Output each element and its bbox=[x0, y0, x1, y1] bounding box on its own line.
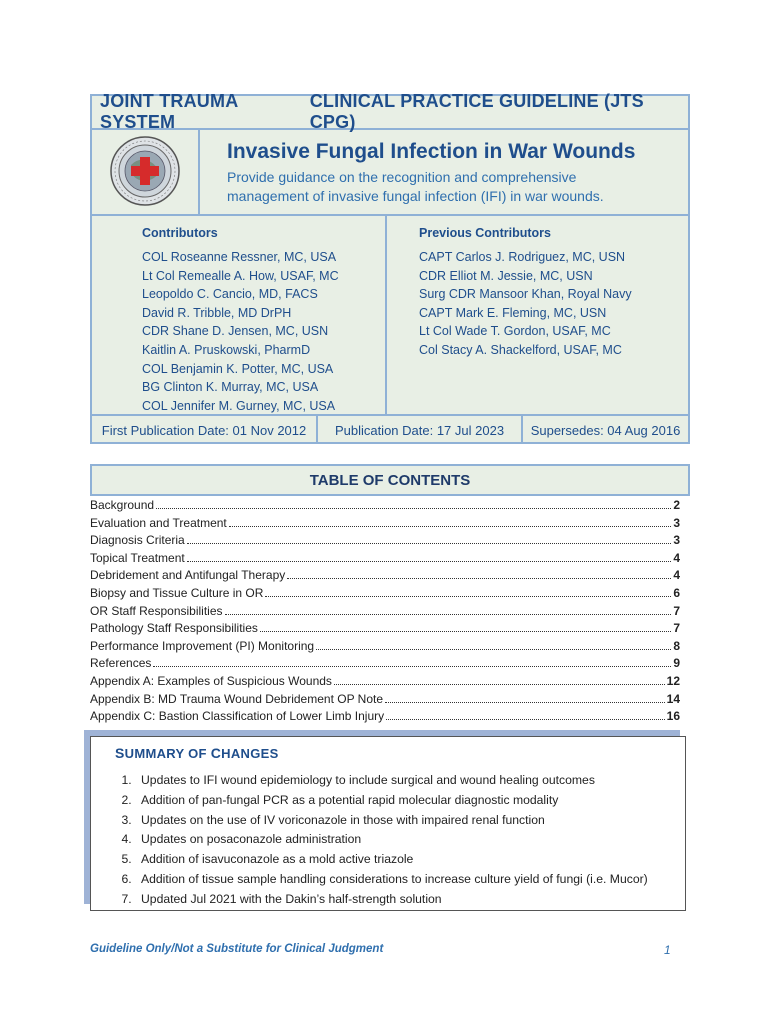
toc-leader-dots bbox=[187, 560, 672, 562]
toc-entry-page: 14 bbox=[666, 691, 680, 706]
summary-item: 1. Updates to IFI wound epidemiology to include surgical and wound healing outcomes bbox=[135, 771, 685, 791]
toc-entry-page: 2 bbox=[673, 498, 680, 512]
contributor-name: Leopoldo C. Cancio, MD, FACS bbox=[142, 287, 318, 302]
toc-leader-dots bbox=[385, 701, 665, 703]
toc-entry-label: OR Staff Responsibilities bbox=[90, 603, 223, 618]
summary-of-changes bbox=[90, 736, 686, 911]
toc-entry[interactable] bbox=[90, 604, 680, 622]
toc-leader-dots bbox=[287, 577, 671, 579]
contributors-heading: Contributors bbox=[142, 226, 218, 240]
contributor-name: Lt Col Remealle A. How, USAF, MC bbox=[142, 268, 339, 283]
toc-entry-page: 7 bbox=[673, 621, 680, 636]
page-number: 1 bbox=[664, 943, 671, 957]
previous-contributor-name: Lt Col Wade T. Gordon, USAF, MC bbox=[419, 324, 611, 339]
contributor-name: Kaitlin A. Pruskowski, PharmD bbox=[142, 342, 311, 357]
table-of-contents bbox=[90, 498, 680, 727]
toc-entry-page: 9 bbox=[673, 656, 680, 671]
summary-list bbox=[115, 771, 685, 910]
toc-entry[interactable] bbox=[90, 656, 680, 674]
toc-entry[interactable] bbox=[90, 692, 680, 710]
toc-entry-page: 3 bbox=[673, 515, 680, 530]
toc-entry[interactable] bbox=[90, 516, 680, 534]
toc-leader-dots bbox=[265, 595, 671, 597]
toc-leader-dots bbox=[229, 525, 672, 527]
summary-item: 3. Updates on the use of IV voriconazole in those with impaired renal function bbox=[135, 811, 685, 831]
jts-seal-icon bbox=[109, 135, 181, 207]
previous-contributor-name: Col Stacy A. Shackelford, USAF, MC bbox=[419, 342, 622, 357]
toc-entry-label: Background bbox=[90, 498, 155, 512]
first-publication-date: First Publication Date: 01 Nov 2012 bbox=[92, 416, 318, 444]
toc-entry-page: 6 bbox=[673, 585, 680, 600]
previous-contributor-name: CDR Elliot M. Jessie, MC, USN bbox=[419, 268, 593, 283]
dates-row bbox=[92, 414, 688, 444]
contributor-name: COL Jennifer M. Gurney, MC, USA bbox=[142, 398, 336, 413]
toc-heading: TABLE OF CONTENTS bbox=[90, 464, 690, 496]
toc-entry-page: 4 bbox=[673, 568, 680, 583]
toc-entry-label: Diagnosis Criteria bbox=[90, 533, 185, 548]
contributor-name: COL Roseanne Ressner, MC, USA bbox=[142, 250, 337, 264]
summary-item: 2. Addition of pan-fungal PCR as a potential rapid molecular diagnostic modality bbox=[135, 791, 685, 811]
toc-entry[interactable] bbox=[90, 621, 680, 639]
publication-date: Publication Date: 17 Jul 2023 bbox=[318, 416, 523, 444]
toc-leader-dots bbox=[187, 542, 672, 544]
toc-entry-page: 16 bbox=[666, 709, 680, 724]
toc-leader-dots bbox=[225, 613, 672, 615]
toc-entry[interactable] bbox=[90, 674, 680, 692]
toc-leader-dots bbox=[316, 648, 671, 650]
toc-entry-page: 3 bbox=[673, 533, 680, 548]
contributors-column bbox=[92, 216, 387, 414]
contributor-name: BG Clinton K. Murray, MC, USA bbox=[142, 380, 319, 395]
system-title: JOINT TRAUMA SYSTEM bbox=[100, 91, 238, 132]
toc-entry-label: Biopsy and Tissue Culture in OR bbox=[90, 585, 264, 600]
toc-entry-label: Performance Improvement (PI) Monitoring bbox=[90, 638, 315, 653]
cpg-subtitle: Provide guidance on the recognition and comprehensive management of invasive fungal infection (IFI) in war wounds. bbox=[227, 169, 604, 204]
toc-entry-label: Appendix A: Examples of Suspicious Wounds bbox=[90, 673, 332, 688]
toc-entry-label: Pathology Staff Responsibilities bbox=[90, 621, 258, 636]
toc-leader-dots bbox=[334, 683, 665, 685]
toc-leader-dots bbox=[156, 507, 671, 509]
toc-leader-dots bbox=[260, 630, 671, 632]
summary-item: 6. Addition of tissue sample handling considerations to increase culture yield of fungi (i.e. Mucor) bbox=[135, 870, 685, 890]
toc-entry[interactable] bbox=[90, 533, 680, 551]
toc-entry[interactable] bbox=[90, 568, 680, 586]
toc-entry-label: Appendix B: MD Trauma Wound Debridement OP Note bbox=[90, 691, 384, 706]
toc-entry-label: Debridement and Antifungal Therapy bbox=[90, 568, 286, 583]
previous-contributor-name: CAPT Carlos J. Rodriguez, MC, USN bbox=[419, 250, 626, 264]
previous-contributor-name: Surg CDR Mansoor Khan, Royal Navy bbox=[419, 287, 632, 302]
toc-entry[interactable] bbox=[90, 498, 680, 516]
toc-leader-dots bbox=[386, 718, 665, 720]
header-title-bar bbox=[92, 91, 688, 132]
previous-contributors-column bbox=[387, 216, 692, 414]
summary-item: 4. Updates on posaconazole administration bbox=[135, 830, 685, 850]
supersedes-date: Supersedes: 04 Aug 2016 bbox=[530, 422, 681, 438]
contributors-section bbox=[92, 214, 688, 414]
summary-item: 7. Updated Jul 2021 with the Dakin’s half-strength solution bbox=[135, 890, 685, 910]
toc-entry-label: Topical Treatment bbox=[90, 550, 185, 565]
footer-disclaimer: Guideline Only/Not a Substitute for Clinical Judgment bbox=[90, 943, 384, 955]
toc-entry-page: 8 bbox=[673, 638, 680, 653]
logo-cell bbox=[92, 128, 200, 214]
toc-entry-page: 4 bbox=[673, 550, 680, 565]
contributor-name: COL Benjamin K. Potter, MC, USA bbox=[142, 361, 334, 376]
summary-item: 5. Addition of isavuconazole as a mold active triazole bbox=[135, 850, 685, 870]
toc-entry-label: Appendix C: Bastion Classification of Lower Limb Injury bbox=[90, 709, 385, 724]
contributor-name: CDR Shane D. Jensen, MC, USN bbox=[142, 324, 329, 339]
toc-entry[interactable] bbox=[90, 586, 680, 604]
toc-entry-label: Evaluation and Treatment bbox=[90, 515, 227, 530]
toc-entry-page: 12 bbox=[666, 673, 680, 688]
summary-heading: SUMMARY OF CHANGES bbox=[115, 745, 279, 761]
previous-contributor-name: CAPT Mark E. Fleming, MC, USN bbox=[419, 305, 607, 320]
toc-entry[interactable] bbox=[90, 639, 680, 657]
toc-entry-label: References bbox=[90, 656, 152, 671]
toc-entry[interactable] bbox=[90, 709, 680, 727]
toc-entry-page: 7 bbox=[673, 603, 680, 618]
contributor-name: David R. Tribble, MD DrPH bbox=[142, 305, 292, 320]
cpg-label: CLINICAL PRACTICE GUIDELINE (JTS CPG) bbox=[309, 91, 644, 132]
previous-contributors-heading: Previous Contributors bbox=[419, 226, 551, 240]
cpg-header bbox=[90, 91, 690, 444]
toc-entry[interactable] bbox=[90, 551, 680, 569]
cpg-title: Invasive Fungal Infection in War Wounds bbox=[227, 140, 636, 163]
toc-leader-dots bbox=[153, 665, 671, 667]
